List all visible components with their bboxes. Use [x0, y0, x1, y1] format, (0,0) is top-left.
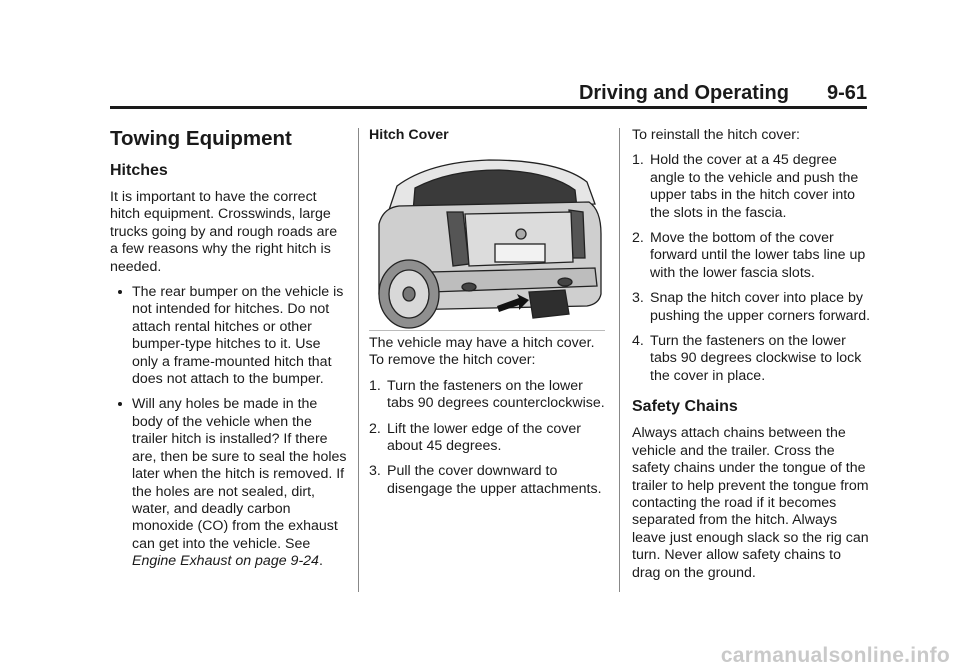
bullet-icon — [118, 402, 122, 406]
list-item-text: The rear bumper on the vehicle is not intended for hitches. Do not attach rental hitches or other bumper-type hitches to it. Use only a frame-mounted hitch that does not attach to the bumper. — [132, 284, 344, 388]
column-left — [110, 124, 348, 579]
bullet-icon — [118, 290, 122, 294]
step-number: 1. — [632, 152, 644, 169]
step-text: Turn the fasteners on the lower tabs 90 degrees clockwise to lock the cover in place. — [650, 333, 862, 384]
paragraph: To reinstall the hitch cover: — [632, 127, 800, 143]
step-text: Snap the hitch cover into place by pushing the upper corners forward. — [650, 290, 871, 324]
page-number: 9-61 — [826, 82, 867, 104]
step-text: Lift the lower edge of the cover about 45 degrees. — [387, 420, 582, 455]
step-number: 3. — [369, 463, 381, 480]
column-middle — [369, 127, 605, 506]
page-header — [110, 82, 867, 106]
figure-heading: Hitch Cover — [369, 127, 449, 143]
column-divider — [358, 128, 359, 592]
step-number: 1. — [369, 377, 381, 394]
sub-heading: Safety Chains — [632, 398, 738, 416]
column-right — [632, 127, 872, 590]
section-title: Driving and Operating — [578, 82, 789, 104]
bullet-list — [110, 284, 348, 571]
step-number: 2. — [632, 230, 644, 247]
step-list — [632, 152, 872, 385]
paragraph: It is important to have the correct hitch equipment. Crosswinds, large trucks going by and rough roads are a few reasons why the right hitch is needed. — [110, 189, 338, 275]
cross-reference-link[interactable]: Engine Exhaust on page 9-24 — [132, 553, 319, 570]
step-item — [369, 421, 605, 456]
step-list — [369, 378, 605, 498]
step-text: Move the bottom of the cover forward until the lower tabs line up with the lower fascia slots. — [650, 230, 866, 281]
list-item — [110, 284, 348, 388]
step-item — [632, 290, 872, 325]
list-item — [110, 396, 348, 570]
vehicle-rear-illustration — [369, 154, 605, 330]
punctuation: . — [318, 553, 323, 570]
step-number: 2. — [369, 420, 381, 437]
step-number: 4. — [632, 333, 644, 350]
paragraph: The vehicle may have a hitch cover. To remove the hitch cover: — [369, 335, 595, 369]
step-text: Pull the cover downward to disengage the upper attachments. — [387, 463, 602, 497]
paragraph: Always attach chains between the vehicle and the trailer. Cross the safety chains under the tongue of the trailer to help prevent the tongue from contacting the road if it becomes separated from the hitch. Always leave just enough slack so the rig can turn. Never allow safety chains to drag on the ground. — [632, 425, 869, 581]
step-number: 3. — [632, 290, 644, 307]
step-item — [632, 230, 872, 282]
main-heading: Towing Equipment — [110, 127, 292, 150]
hitch-cover-illustration — [369, 154, 605, 331]
column-divider — [619, 128, 620, 592]
step-text: Turn the fasteners on the lower tabs 90 degrees counterclockwise. — [387, 377, 605, 412]
step-item — [632, 152, 872, 222]
list-item-text: Will any holes be made in the body of the vehicle when the trailer hitch is installed? If there are, then be sure to seal the holes later when the hitch is removed. If the holes are not sealed, dirt, water, and deadly carbon monoxide (CO) from the exhaust can get into the vehicle. See — [132, 396, 347, 552]
header-rule — [110, 106, 867, 109]
step-item — [369, 378, 605, 413]
step-item — [369, 463, 605, 498]
watermark: carmanualsonline.info — [720, 644, 950, 667]
step-item — [632, 333, 872, 385]
sub-heading: Hitches — [110, 162, 168, 179]
step-text: Hold the cover at a 45 degree angle to the vehicle and push the upper tabs in the hitch cover into the slots in the fascia. — [650, 152, 859, 221]
